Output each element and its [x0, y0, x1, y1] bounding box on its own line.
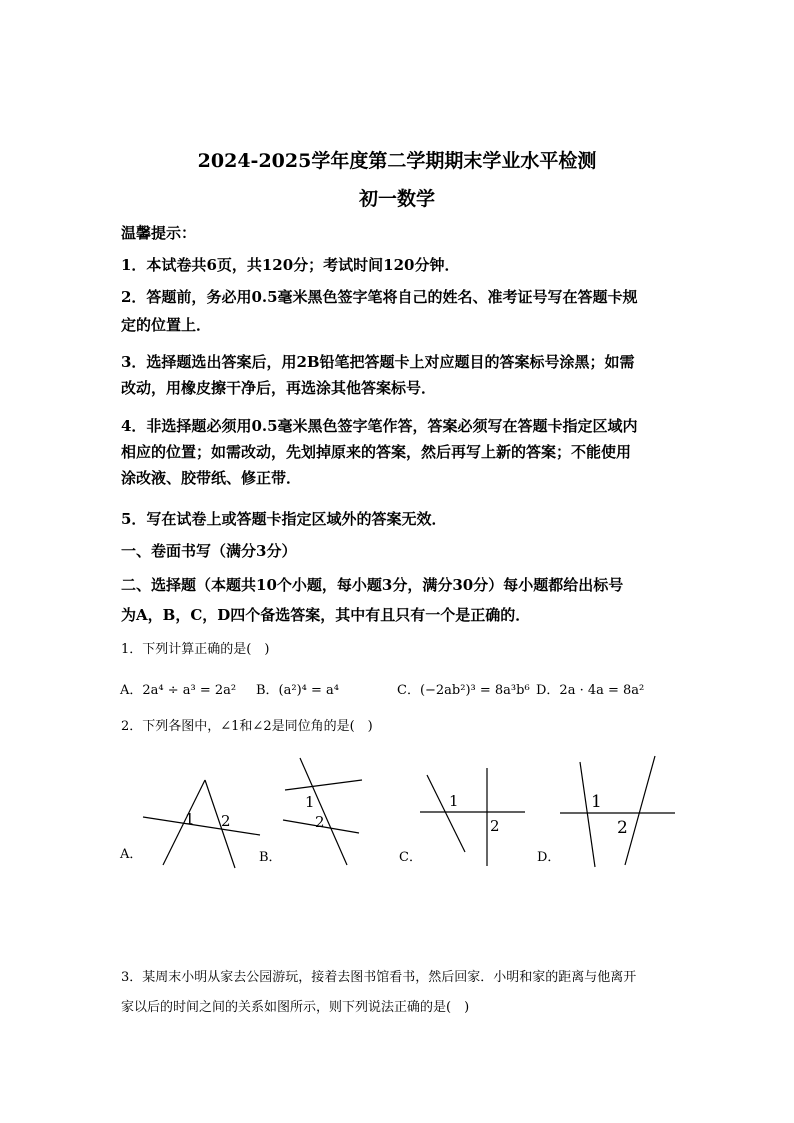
notice-item: 1．本试卷共6页，共120分；考试时间120分钟． — [121, 256, 460, 274]
angle-1-label: 1 — [305, 793, 315, 811]
notice-item: 改动，用橡皮擦干净后，再选涂其他答案标号． — [121, 379, 437, 397]
page-title: 2024-2025学年度第二学期期末学业水平检测 — [197, 150, 597, 172]
figure-b-label: B． — [259, 850, 282, 865]
angle-2-label: 2 — [315, 813, 325, 831]
figure-d-label: D． — [537, 850, 561, 865]
q1-option-d: D．2a · 4a = 8a² — [536, 683, 645, 698]
notice-heading: 温馨提示： — [121, 224, 197, 242]
section-part2-cont: 为A，B，C，D四个备选答案，其中有且只有一个是正确的． — [121, 606, 531, 624]
angle-2-label: 2 — [617, 818, 628, 838]
angle-1-label: 1 — [185, 810, 195, 828]
q1-stem: 1．下列计算正确的是( ) — [121, 642, 270, 657]
q1-option-c: C．(−2ab²)³ = 8a³b⁶ — [397, 683, 530, 698]
q3-stem: 3．某周末小明从家去公园游玩，接着去图书馆看书，然后回家．小明和家的距离与他离开 — [121, 970, 637, 985]
notice-item: 涂改液、胶带纸、修正带． — [121, 469, 302, 487]
figure-a — [135, 750, 265, 875]
notice-item: 定的位置上． — [121, 316, 212, 334]
q1-option-b: B．(a²)⁴ = a⁴ — [256, 683, 339, 698]
notice-item: 4．非选择题必须用0.5毫米黑色签字笔作答，答案必须写在答题卡指定区域内 — [121, 417, 638, 435]
figure-c-label: C． — [399, 850, 422, 865]
section-part2: 二、选择题（本题共10个小题，每小题3分，满分30分）每小题都给出标号 — [121, 576, 624, 594]
notice-item: 相应的位置；如需改动，先划掉原来的答案，然后再写上新的答案；不能使用 — [121, 443, 632, 461]
figure-c — [415, 750, 530, 875]
figure-d — [555, 750, 680, 875]
notice-item: 5．写在试卷上或答题卡指定区域外的答案无效． — [121, 510, 447, 528]
angle-1-label: 1 — [449, 792, 459, 810]
q2-stem: 2．下列各图中，∠1和∠2是同位角的是( ) — [121, 719, 373, 734]
angle-2-label: 2 — [490, 817, 500, 835]
notice-item: 2．答题前，务必用0.5毫米黑色签字笔将自己的姓名、准考证号写在答题卡规 — [121, 288, 638, 306]
figure-a-label: A． — [120, 847, 143, 862]
angle-1-label: 1 — [591, 792, 602, 812]
angle-2-label: 2 — [221, 812, 231, 830]
figure-b — [275, 750, 375, 875]
section-part1: 一、卷面书写（满分3分） — [121, 542, 297, 560]
page-subtitle: 初一数学 — [358, 188, 435, 210]
notice-item: 3．选择题选出答案后，用2B铅笔把答题卡上对应题目的答案标号涂黑；如需 — [121, 353, 635, 371]
q3-stem-cont: 家以后的时间之间的关系如图所示，则下列说法正确的是( ) — [121, 1000, 470, 1015]
q1-option-a: A．2a⁴ ÷ a³ = 2a² — [120, 683, 237, 698]
